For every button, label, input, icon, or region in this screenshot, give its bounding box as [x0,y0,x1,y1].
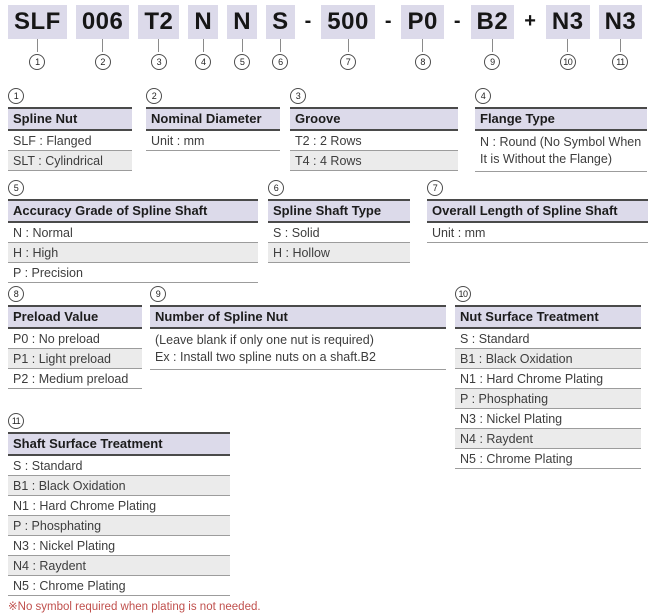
note-line: Ex : Install two spline nuts on a shaft.B2 [155,349,376,364]
code-box: N3 [599,5,643,39]
section-number: 6 [268,180,284,196]
section-number: 1 [8,88,24,104]
section-flange-type [475,88,647,172]
section-number: 4 [475,88,491,104]
callout-number: 4 [195,54,211,70]
callout-number: 10 [560,54,576,70]
table-row: P : Phosphating [8,516,230,536]
code-box: N [188,5,218,39]
callout-line [203,39,204,52]
callout-number: 2 [95,54,111,70]
part-number-segment [401,5,443,70]
section-number: 8 [8,286,24,302]
callout-line [242,39,243,52]
code-box: N3 [546,5,590,39]
table-header: Number of Spline Nut [150,307,446,329]
plating-footnote: ※No symbol required when plating is not needed. [8,601,261,613]
option-table [290,107,458,171]
part-number-code [8,5,642,70]
table-row: Unit : mm [146,131,280,151]
table-row: N4 : Raydent [8,556,230,576]
table-row: P1 : Light preload [8,349,142,369]
option-table [8,107,132,171]
table-header: Overall Length of Spline Shaft [427,201,648,223]
part-number-segment [76,5,130,70]
part-number-segment [266,5,295,70]
code-box: N [227,5,257,39]
code-box: B2 [471,5,515,39]
option-table [427,199,648,243]
callout-line [620,39,621,52]
code-box: SLF [8,5,67,39]
section-nut-surface-treatment [455,286,641,469]
callout-line [158,39,159,52]
section-number: 9 [150,286,166,302]
table-header: Flange Type [475,109,647,131]
code-separator: - [453,10,461,32]
code-separator: - [384,10,392,32]
part-number-segment [546,5,590,70]
option-table [8,432,230,596]
option-table [8,199,258,283]
table-row: S : Standard [455,329,641,349]
table-row: H : Hollow [268,243,410,263]
code-box: T2 [138,5,179,39]
code-separator: + [524,10,536,32]
section-shaft-surface-treatment [8,413,230,596]
part-number-segment [8,5,67,70]
callout-line [37,39,38,52]
section-preload-value [8,286,142,389]
table-row: T2 : 2 Rows [290,131,458,151]
code-box: P0 [401,5,443,39]
callout-number: 9 [484,54,500,70]
part-number-segment [188,5,218,70]
callout-number: 1 [29,54,45,70]
code-box: 500 [321,5,375,39]
section-spline-shaft-type [268,180,410,263]
table-header: Nominal Diameter [146,109,280,131]
table-header: Shaft Surface Treatment [8,434,230,456]
table-row: N : Round (No Symbol When It is Without the Flange) [475,131,647,172]
callout-line [492,39,493,52]
callout-number: 6 [272,54,288,70]
callout-number: 3 [151,54,167,70]
table-row [150,329,446,370]
table-header: Preload Value [8,307,142,329]
callout-number: 8 [415,54,431,70]
section-number-of-spline-nut [150,286,446,370]
table-row: SLF : Flanged [8,131,132,151]
callout-line [280,39,281,52]
table-row: S : Solid [268,223,410,243]
part-number-segment [138,5,179,70]
section-nominal-diameter [146,88,280,151]
option-table [268,199,410,263]
table-row: P2 : Medium preload [8,369,142,389]
table-row: N5 : Chrome Plating [8,576,230,596]
table-row: Unit : mm [427,223,648,243]
table-row: B1 : Black Oxidation [8,476,230,496]
table-row: N1 : Hard Chrome Plating [455,369,641,389]
section-number: 7 [427,180,443,196]
table-row: B1 : Black Oxidation [455,349,641,369]
table-header: Groove [290,109,458,131]
table-row: P : Phosphating [455,389,641,409]
option-table [475,107,647,172]
table-row: T4 : 4 Rows [290,151,458,171]
section-number: 11 [8,413,24,429]
table-row: P0 : No preload [8,329,142,349]
callout-number: 11 [612,54,628,70]
callout-line [422,39,423,52]
callout-number: 7 [340,54,356,70]
part-number-segment [599,5,643,70]
option-table [150,305,446,370]
section-groove [290,88,458,171]
option-table [455,305,641,469]
table-row: N3 : Nickel Plating [455,409,641,429]
table-row: P : Precision [8,263,258,283]
note-line: (Leave blank if only one nut is required) [155,333,374,347]
table-row: N5 : Chrome Plating [455,449,641,469]
part-number-segment [321,5,375,70]
section-overall-length [427,180,648,243]
table-row: N4 : Raydent [455,429,641,449]
code-box: S [266,5,295,39]
table-row: N3 : Nickel Plating [8,536,230,556]
section-number: 5 [8,180,24,196]
table-row: S : Standard [8,456,230,476]
table-header: Spline Shaft Type [268,201,410,223]
table-row: H : High [8,243,258,263]
callout-line [348,39,349,52]
section-accuracy-grade [8,180,258,283]
option-table [146,107,280,151]
section-spline-nut [8,88,132,171]
code-box: 006 [76,5,130,39]
code-separator: - [304,10,312,32]
section-number: 3 [290,88,306,104]
section-number: 2 [146,88,162,104]
part-number-segment [227,5,257,70]
table-header: Accuracy Grade of Spline Shaft [8,201,258,223]
table-row: N1 : Hard Chrome Plating [8,496,230,516]
table-header: Nut Surface Treatment [455,307,641,329]
table-header: Spline Nut [8,109,132,131]
part-number-segment [471,5,515,70]
callout-number: 5 [234,54,250,70]
option-table [8,305,142,389]
table-row: N : Normal [8,223,258,243]
callout-line [567,39,568,52]
callout-line [102,39,103,52]
section-number: 10 [455,286,471,302]
table-row: SLT : Cylindrical [8,151,132,171]
